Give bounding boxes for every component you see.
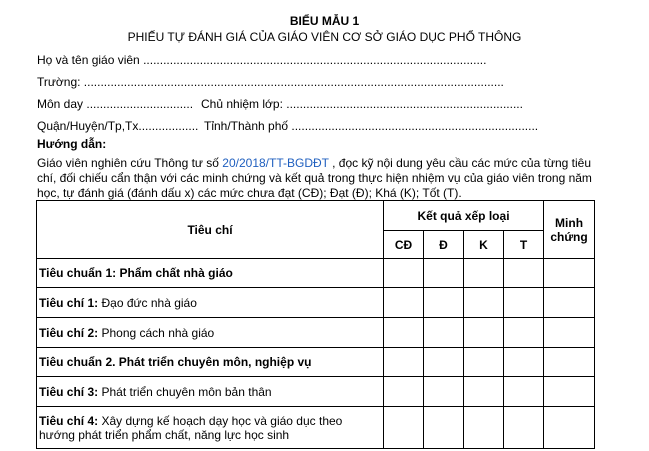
row-prefix: Tiêu chí 2: xyxy=(39,325,99,340)
guide-text-after: , đọc kỹ nội dung yêu cầu các mức của từng tiêu chí, đối chiếu cẩn thận với các minh chứng và kết quả trong thực hiện nhiệm vụ của giáo viên trong năm học, tự đánh giá (đánh dấu x) các mức chưa đạt (CĐ); Đạt (Đ); Khá (K); Tốt (T). xyxy=(37,156,592,200)
table-row xyxy=(37,318,595,348)
evaluation-table xyxy=(36,200,595,449)
check-cell-d[interactable] xyxy=(424,288,464,318)
check-cell-d[interactable] xyxy=(424,318,464,348)
check-cell-k[interactable] xyxy=(464,288,504,318)
table-row xyxy=(37,259,595,288)
check-cell-t[interactable] xyxy=(504,288,544,318)
row-text: Đạo đức nhà giáo xyxy=(98,295,197,310)
evidence-cell[interactable] xyxy=(544,377,595,407)
guide-text xyxy=(37,156,597,201)
check-cell-cd[interactable] xyxy=(384,348,424,377)
check-cell-k[interactable] xyxy=(464,377,504,407)
table-row xyxy=(37,377,595,407)
row-prefix: Tiêu chí 4: xyxy=(39,413,99,428)
teacher-name-field[interactable]: Họ và tên giáo viên ....................................................................................................... xyxy=(37,53,487,67)
homeroom-field[interactable]: Chủ nhiệm lớp: ....................................................................... xyxy=(201,97,523,111)
form-subtitle: PHIẾU TỰ ĐÁNH GIÁ CỦA GIÁO VIÊN CƠ SỞ GIÁO DỤC PHỔ THÔNG xyxy=(127,30,522,44)
check-cell-t[interactable] xyxy=(504,377,544,407)
evidence-cell[interactable] xyxy=(544,288,595,318)
row-label: Tiêu chuẩn 1: Phẩm chất nhà giáo xyxy=(37,259,384,288)
check-cell-cd[interactable] xyxy=(384,288,424,318)
table-row xyxy=(37,348,595,377)
row-label xyxy=(37,377,384,407)
table-row xyxy=(37,288,595,318)
province-field[interactable]: Tỉnh/Thành phố .......................................................................... xyxy=(204,119,539,133)
row-label xyxy=(37,288,384,318)
check-cell-d[interactable] xyxy=(424,259,464,288)
row-prefix: Tiêu chí 1: xyxy=(39,295,99,310)
level-header-t: T xyxy=(504,231,544,259)
check-cell-k[interactable] xyxy=(464,407,504,449)
circular-link[interactable]: 20/2018/TT-BGDĐT xyxy=(222,156,329,170)
row-text: Phát triển chuyên môn bản thân xyxy=(98,384,272,399)
form-title: BIỂU MẪU 1 xyxy=(289,14,360,28)
check-cell-t[interactable] xyxy=(504,259,544,288)
check-cell-cd[interactable] xyxy=(384,407,424,449)
check-cell-t[interactable] xyxy=(504,348,544,377)
check-cell-t[interactable] xyxy=(504,407,544,449)
check-cell-k[interactable] xyxy=(464,259,504,288)
criteria-header: Tiêu chí xyxy=(37,201,384,259)
row-label xyxy=(37,318,384,348)
district-field[interactable]: Quận/Huyện/Tp,Tx.................. xyxy=(37,119,199,133)
check-cell-cd[interactable] xyxy=(384,318,424,348)
row-text: Xây dựng kế hoạch dạy học và giáo dục theo hướng phát triển phẩm chất, năng lực học sinh xyxy=(39,413,343,442)
result-header: Kết quả xếp loại xyxy=(384,201,544,231)
row-label: Tiêu chuẩn 2. Phát triển chuyên môn, nghiệp vụ xyxy=(37,348,384,377)
subject-field[interactable]: Môn day ................................ xyxy=(37,97,194,111)
table-row xyxy=(37,407,595,449)
check-cell-cd[interactable] xyxy=(384,259,424,288)
guide-heading: Hướng dẫn: xyxy=(37,137,107,151)
evidence-cell[interactable] xyxy=(544,318,595,348)
row-label xyxy=(37,407,384,449)
check-cell-d[interactable] xyxy=(424,407,464,449)
level-header-cd: CĐ xyxy=(384,231,424,259)
level-header-k: K xyxy=(464,231,504,259)
guide-text-before: Giáo viên nghiên cứu Thông tư số xyxy=(37,156,223,170)
row-text: Phong cách nhà giáo xyxy=(98,325,215,340)
evidence-cell[interactable] xyxy=(544,407,595,449)
check-cell-d[interactable] xyxy=(424,377,464,407)
check-cell-k[interactable] xyxy=(464,318,504,348)
evidence-cell[interactable] xyxy=(544,259,595,288)
level-header-d: Đ xyxy=(424,231,464,259)
check-cell-cd[interactable] xyxy=(384,377,424,407)
row-prefix: Tiêu chí 3: xyxy=(39,384,99,399)
check-cell-t[interactable] xyxy=(504,318,544,348)
check-cell-k[interactable] xyxy=(464,348,504,377)
check-cell-d[interactable] xyxy=(424,348,464,377)
evidence-header: Minh chứng xyxy=(544,201,595,259)
evidence-cell[interactable] xyxy=(544,348,595,377)
school-field[interactable]: Trường: .............................................................................................................................. xyxy=(37,75,504,89)
